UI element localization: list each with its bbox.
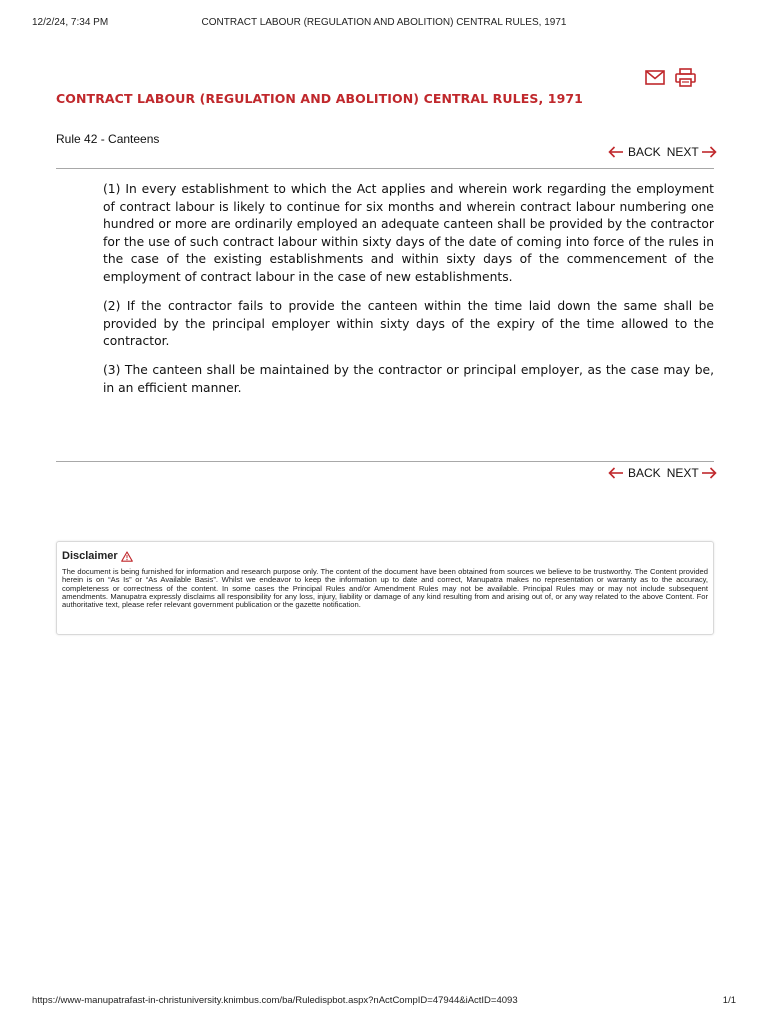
page-count: 1/1: [722, 995, 736, 1006]
back-label: BACK: [628, 466, 661, 480]
arrow-left-icon: [608, 146, 624, 158]
arrow-right-icon: [701, 467, 717, 479]
envelope-icon[interactable]: [644, 66, 666, 88]
rule-heading: Rule 42 - Canteens: [56, 132, 160, 146]
next-label: NEXT: [666, 466, 699, 480]
print-header-title: CONTRACT LABOUR (REGULATION AND ABOLITION) CENTRAL RULES, 1971: [201, 17, 567, 28]
page-url: https://www-manupatrafast-in-christuniversity.knimbus.com/ba/Ruledispbot.aspx?nActCompID=47944&iActID=4093: [32, 995, 518, 1006]
next-label: NEXT: [666, 145, 699, 159]
rule-paragraph-3: (3) The canteen shall be maintained by the contractor or principal employer, as the case may be, in an efficient manner.: [103, 363, 714, 395]
disclaimer-box: [56, 541, 714, 635]
rule-paragraph-1: (1) In every establishment to which the Act applies and wherein work regarding the employment of contract labour is likely to continue for six months and wherein contract labour numbering one hundred or more are ordinarily employed an adequate canteen shall be provided by the contractor for the use of such contract labour within sixty days of the date of coming into force of the rules in the case of the existing establishments and within sixty days of the commencement of the employment of contract labour in the case of new establishments.: [103, 182, 714, 284]
next-link-bottom[interactable]: [667, 466, 717, 480]
rule-paragraph-2: (2) If the contractor fails to provide the canteen within the time laid down the same shall be provided by the principal employer within sixty days of the expiry of the time allowed to the contractor.: [103, 299, 714, 349]
print-datetime: 12/2/24, 7:34 PM: [32, 17, 109, 28]
rule-content: [103, 181, 714, 409]
disclaimer-header: [62, 548, 708, 564]
back-link-bottom[interactable]: [608, 466, 661, 480]
print-header: [32, 17, 736, 31]
top-divider: [56, 168, 714, 169]
back-label: BACK: [628, 145, 661, 159]
next-link[interactable]: [667, 145, 717, 159]
disclaimer-text: The document is being furnished for information and research purpose only. The content of the document have been obtained from sources we believe to be trustworthy. The Content provided herein is on “As Is” or “As Available Basis”. Whilst we endeavor to keep the information up to date and correct, Manupatra makes no representation or warranty as to the accuracy, completeness or correctness of the content. In some cases the Principal Rules and/or Amendment Rules may not be available. Principal Rules may or may not include subsequent amendments. Manupatra expressly disclaims all responsibility for any loss, injury, liability or damage of any kind resulting from and arising out of, or any way related to the above Content. For authoritative text, please refer relevant government publication or the gazette notification.: [62, 567, 708, 610]
warning-icon: [121, 551, 133, 562]
bottom-navigation: [608, 466, 717, 480]
page-title: CONTRACT LABOUR (REGULATION AND ABOLITION) CENTRAL RULES, 1971: [56, 91, 583, 106]
printer-icon[interactable]: [674, 66, 696, 88]
bottom-divider: [56, 461, 714, 462]
disclaimer-heading: Disclaimer: [62, 550, 118, 562]
arrow-right-icon: [701, 146, 717, 158]
arrow-left-icon: [608, 467, 624, 479]
top-navigation: [608, 145, 717, 159]
document-toolbar: [644, 66, 696, 88]
back-link[interactable]: [608, 145, 661, 159]
